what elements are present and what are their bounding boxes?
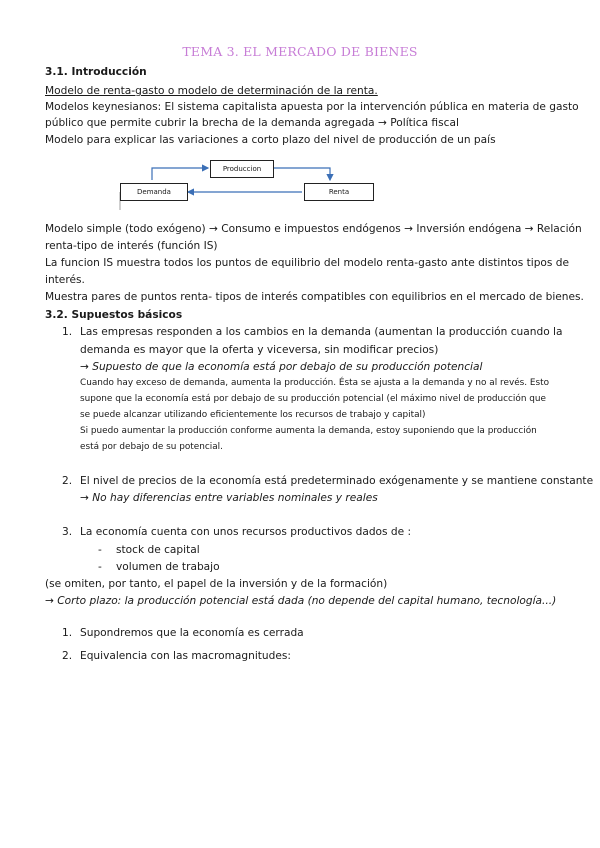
produccion-box: Produccion [210,160,274,178]
list-number-5: 2. [62,650,73,662]
item1-line-1: Las empresas responden a los cambios en la demanda (aumentan la producción cuando la [80,326,563,338]
omit-note: (se omiten, por tanto, el papel de la inversión y de la formación) [45,578,388,590]
model-definition: Modelo de renta-gasto o modelo de determinación de la renta. [45,85,378,97]
list-number-2: 2. [62,475,73,487]
arrow-demanda-produccion [152,168,208,180]
item2-line-2: → No hay diferencias entre variables nominales y reales [80,492,378,504]
sub-bullet-1: - [98,544,102,556]
renta-gasto-diagram [116,152,376,210]
simple-model-line-1: Modelo simple (todo exógeno) → Consumo e impuestos endógenos → Inversión endógena → Relación [45,223,582,235]
item1-assumption: → Supuesto de que la economía está por debajo de su producción potencial [80,361,483,373]
item1-note-1: Cuando hay exceso de demanda, aumenta la producción. Ésta se ajusta a la demanda y no al revés. Esto [80,378,550,388]
arrow-produccion-renta [274,168,330,180]
item1-note-3: se puede alcanzar utilizando eficientemente los recursos de trabajo y capital) [80,410,426,420]
model-explanation: Modelo para explicar las variaciones a corto plazo del nivel de producción de un país [45,134,496,146]
sub-item-trabajo: volumen de trabajo [116,561,220,573]
short-term-note: → Corto plazo: la producción potencial está dada (no depende del capital humano, tecnología...) [45,595,557,607]
section-heading-introduccion: 3.1. Introducción [45,66,147,78]
macromagnitudes-item: Equivalencia con las macromagnitudes: [80,650,291,662]
sub-item-capital: stock de capital [116,544,200,556]
list-number-3: 3. [62,526,73,538]
item3-line: La economía cuenta con unos recursos productivos dados de : [80,526,412,538]
closed-economy-item: Supondremos que la economía es cerrada [80,627,304,639]
page-title: TEMA 3. EL MERCADO DE BIENES [182,44,418,59]
simple-model-line-2: renta-tipo de interés (función IS) [45,240,218,252]
item2-line-1: El nivel de precios de la economía está predeterminado exógenamente y se mantiene constante [80,475,594,487]
list-number-1: 1. [62,326,73,338]
item1-line-2: demanda es mayor que la oferta y viceversa, sin modificar precios) [80,344,439,356]
list-number-4: 1. [62,627,73,639]
item1-note-5: está por debajo de su potencial. [80,442,223,452]
item1-note-4: Si puedo aumentar la producción conforme aumenta la demanda, estoy suponiendo que la producción [80,426,537,436]
renta-box: Renta [304,183,374,201]
is-function-line-2: interés. [45,274,85,286]
section-heading-supuestos: 3.2. Supuestos básicos [45,309,183,321]
is-function-line-1: La funcion IS muestra todos los puntos de equilibrio del modelo renta-gasto ante distintos tipos de [45,257,570,269]
demanda-box: Demanda [120,183,188,201]
keynes-line-2: público que permite cubrir la brecha de la demanda agregada → Política fiscal [45,117,459,129]
pairs-line: Muestra pares de puntos renta- tipos de interés compatibles con equilibrios en el mercado de bienes. [45,291,584,303]
item1-note-2: supone que la economía está por debajo de su producción potencial (el máximo nivel de producción que [80,394,546,404]
keynes-line-1: Modelos keynesianos: El sistema capitalista apuesta por la intervención pública en materia de gasto [45,101,579,113]
sub-bullet-2: - [98,561,102,573]
